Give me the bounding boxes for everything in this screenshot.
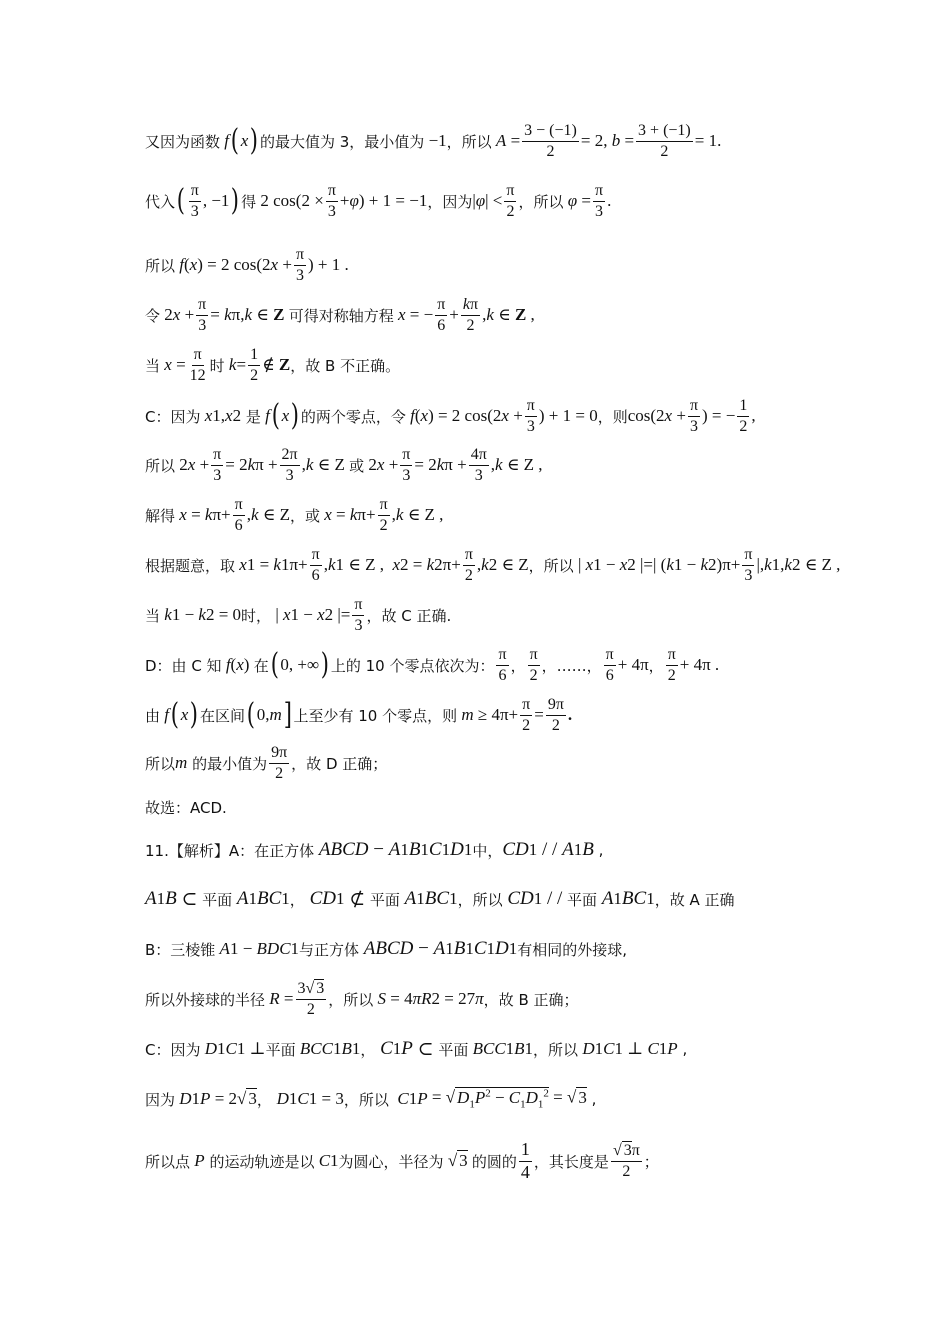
text: 的两个零点，令 xyxy=(300,407,406,426)
text: ，所以 xyxy=(328,990,374,1009)
text: ，……， xyxy=(541,656,602,675)
text: 当 xyxy=(145,356,161,375)
text-line-20: 因为 D 1 P = 2√ 3 ， D 1 C 1 = 3 ，所以 C 1 P = √ $D_1P^2 - C_1D_1^2$ = √ 3 , xyxy=(145,1087,597,1111)
text: 当 xyxy=(145,606,161,625)
text: 有相同的外接球, xyxy=(517,940,628,959)
text-line-11: D：由 C 知 f ( x ) 在 ( 0, +∞ ) 上的 10 个零点依次为： $\frac{\pi}{6}$ ， $\frac{\pi}{2}$ ，……， $\frac{\pi}{6}$ + 4π ， $\frac{\pi}{2}$ + 4π . xyxy=(145,645,720,684)
text: ，所以 xyxy=(343,1090,389,1109)
text-line-21: 所以点 P 的运动轨迹是以 C 1 为圆心，半径为 √ 3 的圆的 $\frac{1}{4}$ ，其长度是 $\frac{√ 3\pi}{2}$ ； xyxy=(145,1138,659,1182)
text: ，所以 xyxy=(446,132,492,151)
text: ，所以 xyxy=(457,890,503,909)
text: ，所以 xyxy=(518,192,564,211)
text: 中， xyxy=(472,841,503,860)
text: 可得对称轴方程 xyxy=(288,306,394,325)
text: 令 xyxy=(145,306,161,325)
text: 平面 xyxy=(438,1040,469,1059)
text: 所以 xyxy=(145,256,176,275)
text-line-15: 11.【解析】A：在正方体 ABCD − A 1 B 1 C 1 D 1 中， CD 1 / / A 1 B , xyxy=(145,839,604,860)
text: 平面 xyxy=(202,890,233,909)
text: 是 xyxy=(245,407,261,426)
text: 在 xyxy=(253,656,269,675)
text-line-8: 解得 x = k π+ $\frac{\pi}{6}$ , k ∈ Z ，或 x = k π+ $\frac{\pi}{2}$ , k ∈ Z , xyxy=(145,495,444,534)
text: 上至少有 10 个零点，则 xyxy=(293,706,458,725)
text: 时 xyxy=(209,356,225,375)
text-line-5: 当 x = $\frac{\pi}{12}$ 时 k = $\frac{1}{2}$ ∉ Z ，故 B 不正确。 xyxy=(145,345,401,384)
text-line-9: 根据题意，取 x 1 = k 1 π+ $\frac{\pi}{6}$ , k 1 ∈ Z , x 2 = k 2 π+ $\frac{\pi}{2}$ , k 2 ∈ Z ，所以 | x 1 − x 2 |=| ( k 1 − k 2 )π+ $\frac{\pi}{3}$ |, k 1 , k 2 ∈ Z , xyxy=(145,545,841,584)
text: ，或 xyxy=(289,506,320,525)
text: 的运动轨迹是以 xyxy=(209,1152,315,1171)
text: ，所以 xyxy=(528,556,574,575)
text-line-2: 代入 ( $\frac{\pi}{3}$ , −1 ) 得 2 cos(2 × $\frac{\pi}{3}$ + φ ) + 1 = −1 ，因为 | φ | < $\frac{\pi}{2}$ ，所以 φ = $\frac{\pi}{3}$ . xyxy=(145,181,612,220)
text-line-4: 令 2 x + $\frac{\pi}{3}$ = k π, k ∈ Z 可得对称轴方程 x = − $\frac{\pi}{6}$ + $\frac{k\pi}{2}$ , k ∈ Z , xyxy=(145,295,535,334)
text: 时， xyxy=(241,606,272,625)
text: ，则 xyxy=(597,407,628,426)
text-line-12: 由 f ( x ) 在区间 ( 0, m ] 上至少有 10 个零点，则 m ≥ 4π+ $\frac{\pi}{2}$ = $\frac{9\pi}{2}$ . xyxy=(145,695,573,734)
text: 又因为函数 xyxy=(145,132,221,151)
text-line-17: B：三棱锥 A 1 − BDC 1 与正方体 ABCD − A 1 B 1 C 1 D 1 有相同的外接球, xyxy=(145,938,628,959)
text: 为圆心，半径为 xyxy=(338,1152,444,1171)
text: 所以 xyxy=(145,456,176,475)
text: 平面 xyxy=(567,890,598,909)
text: 平面 xyxy=(369,890,400,909)
text: 所以外接球的半径 xyxy=(145,990,266,1009)
text-line-14 xyxy=(145,795,227,819)
text: 的圆的 xyxy=(471,1152,517,1171)
text-line-1: 又因为函数 f ( x ) 的最大值为 3，最小值为 −1 ，所以 A = $\frac{3 - (-1)}{2}$ = 2, b = $\frac{3 + (-1)}{2}$ = 1. xyxy=(145,121,722,160)
text: 或 xyxy=(349,456,365,475)
text: 由 xyxy=(145,706,161,725)
text: D：由 C 知 xyxy=(145,656,222,675)
text: 故选：ACD. xyxy=(145,798,227,817)
text-line-7: 所以 2 x + $\frac{\pi}{3}$ = 2 k π + $\frac{2\pi}{3}$ , k ∈ Z 或 2 x + $\frac{\pi}{3}$ = 2 k π + $\frac{4\pi}{3}$ , k ∈ Z , xyxy=(145,445,543,484)
text: ，故 B 正确； xyxy=(483,990,579,1009)
text: ，故 D 正确； xyxy=(291,754,388,773)
text-line-13: 所以 m 的最小值为 $\frac{9\pi}{2}$ ，故 D 正确； xyxy=(145,743,388,782)
text: ，其长度是 xyxy=(533,1152,609,1171)
text: 上的 10 个零点依次为： xyxy=(330,656,495,675)
text: ，所以 xyxy=(533,1040,579,1059)
text: ，故 B 不正确。 xyxy=(290,356,401,375)
text-line-6: C：因为 x 1 , x 2 是 f ( x ) 的两个零点，令 f ( x ) = 2 cos(2 x + $\frac{\pi}{3}$ ) + 1 = 0 ，则 cos(2 x + $\frac{\pi}{3}$ ) = − $\frac{1}{2}$ , xyxy=(145,396,756,435)
text-line-3: 所以 f ( x ) = 2 cos(2 x + $\frac{\pi}{3}$ ) + 1 . xyxy=(145,245,349,284)
text-line-16: A 1 B ⊂ 平面 A 1 BC 1 ， CD 1 ⊄ 平面 A 1 BC 1 ，所以 CD 1 / / 平面 A 1 BC 1 ，故 A 正确 xyxy=(145,888,735,910)
text: 11.【解析】A：在正方体 xyxy=(145,841,315,860)
text: 所以 xyxy=(145,754,176,773)
text: 得 xyxy=(241,192,257,211)
text-line-19: C：因为 D 1 C 1 ⊥ 平面 BCC 1 B 1 ， C 1 P ⊂ 平面 BCC 1 B 1 ，所以 D 1 C 1 ⊥ C 1 P , xyxy=(145,1038,688,1060)
text-line-18: 所以外接球的半径 R = $\frac{3√ 3}{2}$ ，所以 S = 4 πR 2 = 27 π ，故 B 正确； xyxy=(145,979,579,1018)
text: C：因为 xyxy=(145,1040,201,1059)
text: C：因为 xyxy=(145,407,201,426)
text: 在区间 xyxy=(199,706,245,725)
text: 平面 xyxy=(265,1040,296,1059)
text: 代入 xyxy=(145,192,176,211)
text: ，故 A 正确 xyxy=(654,890,735,909)
text: 所以点 xyxy=(145,1152,191,1171)
text: ，故 C 正确. xyxy=(366,606,452,625)
text: B：三棱锥 xyxy=(145,940,216,959)
text-line-10: 当 k 1 − k 2 = 0 时， | x 1 − x 2 |= $\frac{\pi}{3}$ ，故 C 正确. xyxy=(145,595,452,634)
text: 的最小值为 xyxy=(192,754,268,773)
text: ，因为 xyxy=(427,192,473,211)
text: 解得 xyxy=(145,506,176,525)
text: 因为 xyxy=(145,1090,176,1109)
text: 的最大值为 3，最小值为 xyxy=(259,132,425,151)
text: 根据题意，取 xyxy=(145,556,236,575)
text: 与正方体 xyxy=(299,940,360,959)
